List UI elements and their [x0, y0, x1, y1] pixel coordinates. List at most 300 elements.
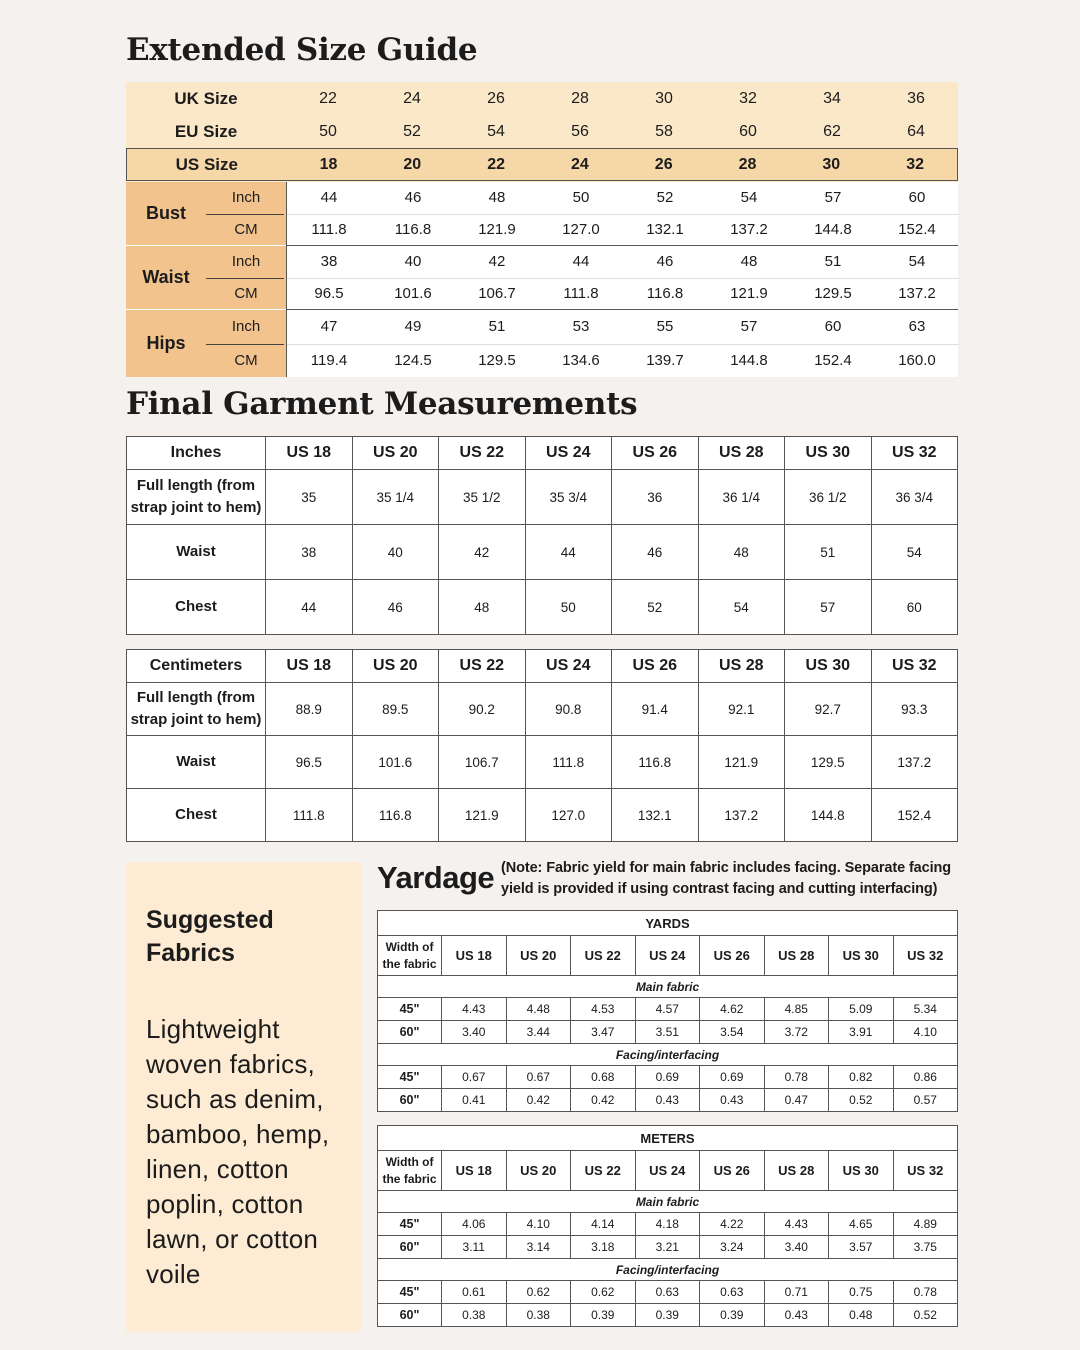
table-cell: 60 [871, 580, 958, 635]
full-length-label-line: strap joint to hem) [130, 711, 262, 728]
us-size-value: 26 [654, 155, 673, 173]
uk-size-label: UK Size [174, 88, 238, 108]
waist-cm-value: 111.8 [563, 285, 599, 303]
table-row [127, 470, 958, 525]
waist-cm-value: 101.6 [394, 285, 432, 303]
waist-group [126, 246, 958, 309]
table-cell: 93.3 [871, 683, 958, 736]
chest-row-label: Chest [127, 580, 266, 635]
waist-inch-value: 46 [656, 253, 674, 271]
table-cell: 121.9 [698, 736, 785, 789]
hips-inch-value: 57 [740, 318, 758, 336]
size-header: US 18 [442, 1151, 507, 1191]
size-guide-table [126, 82, 958, 377]
us-size-value: 24 [571, 155, 589, 173]
waist-inch-row [287, 246, 959, 278]
size-header: US 22 [439, 437, 526, 470]
size-header: US 28 [698, 650, 785, 683]
table-cell: 4.65 [829, 1213, 894, 1236]
table-cell: 4.57 [635, 998, 700, 1021]
hips-inch-value: 60 [824, 318, 842, 336]
us-size-label: US Size [175, 154, 238, 174]
table-cell: 36 1/2 [785, 470, 872, 525]
suggested-fabrics-title: Suggested Fabrics [146, 906, 274, 967]
table-cell: 3.14 [506, 1236, 571, 1259]
size-header: US 22 [571, 1151, 636, 1191]
width-of-fabric-label [378, 1151, 442, 1191]
table-cell: 3.91 [829, 1021, 894, 1044]
table-cell: 36 3/4 [871, 470, 958, 525]
bust-values [286, 182, 958, 245]
table-cell: 51 [785, 525, 872, 580]
bust-inch-row [287, 182, 959, 214]
table-cell: 0.38 [442, 1304, 507, 1327]
table-cell: 0.78 [893, 1281, 958, 1304]
waist-inch-value: 38 [320, 253, 338, 271]
bust-inch-value: 60 [908, 189, 926, 207]
unit-inch-label: Inch [231, 318, 261, 336]
table-cell: 4.85 [764, 998, 829, 1021]
table-cell: 0.68 [571, 1066, 636, 1089]
table-header-row [127, 650, 958, 683]
table-cell: 46 [612, 525, 699, 580]
us-size-value: 28 [738, 155, 757, 173]
width-label-line: the fabric [382, 956, 437, 971]
table-cell: 35 [266, 470, 353, 525]
bust-inch-value: 50 [572, 189, 590, 207]
size-header: US 32 [893, 936, 958, 976]
table-cell: 116.8 [612, 736, 699, 789]
table-cell: 4.43 [764, 1213, 829, 1236]
width-60-label: 60" [378, 1304, 442, 1327]
us-size-value: 20 [403, 155, 422, 173]
table-cell: 5.34 [893, 998, 958, 1021]
table-cell: 0.38 [506, 1304, 571, 1327]
table-cell: 0.67 [506, 1066, 571, 1089]
suggested-fabrics-box [126, 862, 361, 1332]
table-row [378, 998, 958, 1021]
table-cell: 116.8 [352, 789, 439, 842]
bust-inch-value: 48 [488, 189, 506, 207]
uk-size-value: 32 [739, 89, 757, 107]
width-45-label: 45" [378, 998, 442, 1021]
table-cell: 44 [266, 580, 353, 635]
width-45-label: 45" [378, 1281, 442, 1304]
width-45-label: 45" [378, 1066, 442, 1089]
size-header: US 24 [525, 650, 612, 683]
bust-inch-value: 57 [824, 189, 842, 207]
meters-header: METERS [378, 1126, 958, 1151]
table-header-row [378, 936, 958, 976]
table-cell: 3.11 [442, 1236, 507, 1259]
eu-size-value: 62 [823, 122, 841, 140]
uk-size-value: 28 [571, 89, 589, 107]
waist-inch-value: 44 [572, 253, 590, 271]
bust-cm-value: 127.0 [562, 221, 600, 239]
table-cell: 4.10 [506, 1213, 571, 1236]
facing-section-label: Facing/interfacing [378, 1044, 958, 1066]
eu-size-value: 60 [739, 122, 757, 140]
table-cell: 101.6 [352, 736, 439, 789]
main-fabric-section-label: Main fabric [378, 1191, 958, 1213]
table-cell: 0.62 [571, 1281, 636, 1304]
waist-cm-value: 137.2 [898, 285, 936, 303]
hips-side [126, 310, 286, 377]
bust-cm-value: 137.2 [730, 221, 768, 239]
table-row [127, 525, 958, 580]
table-cell: 4.62 [700, 998, 765, 1021]
size-header: US 32 [893, 1151, 958, 1191]
us-size-value: 22 [487, 155, 505, 173]
garment-centimeters-table [126, 649, 958, 842]
size-header: US 22 [571, 936, 636, 976]
size-header: US 20 [506, 936, 571, 976]
full-length-label-line: Full length (from [136, 477, 256, 494]
table-cell: 106.7 [439, 736, 526, 789]
table-row [378, 1304, 958, 1327]
table-cell: 144.8 [785, 789, 872, 842]
waist-inch-value: 42 [488, 253, 506, 271]
hips-inch-value: 53 [572, 318, 590, 336]
table-cell: 3.21 [635, 1236, 700, 1259]
table-row [378, 1066, 958, 1089]
eu-size-row [126, 115, 958, 148]
table-cell: 92.7 [785, 683, 872, 736]
waist-label: Waist [142, 267, 190, 287]
size-header: US 28 [764, 1151, 829, 1191]
table-cell: 0.48 [829, 1304, 894, 1327]
table-cell: 91.4 [612, 683, 699, 736]
hips-group [126, 310, 958, 377]
width-60-label: 60" [378, 1089, 442, 1112]
table-cell: 90.8 [525, 683, 612, 736]
hips-cm-value: 119.4 [310, 352, 348, 370]
table-cell: 92.1 [698, 683, 785, 736]
table-cell: 4.14 [571, 1213, 636, 1236]
bust-cm-row [287, 214, 959, 246]
table-cell: 0.63 [700, 1281, 765, 1304]
table-cell: 3.47 [571, 1021, 636, 1044]
garment-measurements-title: Final Garment Measurements [126, 386, 638, 422]
table-cell: 50 [525, 580, 612, 635]
uk-size-value: 30 [655, 89, 673, 107]
table-cell: 111.8 [525, 736, 612, 789]
table-row [127, 683, 958, 736]
waist-side [126, 246, 286, 309]
eu-size-value: 58 [655, 122, 673, 140]
chest-row-label: Chest [127, 789, 266, 842]
bust-group [126, 182, 958, 245]
table-header-row [378, 1151, 958, 1191]
hips-cm-value: 144.8 [730, 352, 768, 370]
bust-cm-value: 111.8 [311, 221, 347, 239]
table-cell: 3.54 [700, 1021, 765, 1044]
table-row [378, 1281, 958, 1304]
table-cell: 127.0 [525, 789, 612, 842]
table-row [378, 1021, 958, 1044]
bust-label: Bust [146, 203, 186, 223]
eu-size-label: EU Size [174, 121, 238, 141]
bust-cm-value: 152.4 [898, 221, 936, 239]
hips-inch-value: 55 [656, 318, 674, 336]
table-row [378, 1089, 958, 1112]
us-size-row [126, 148, 958, 181]
table-cell: 121.9 [439, 789, 526, 842]
unit-inch-label: Inch [231, 189, 261, 207]
table-cell: 57 [785, 580, 872, 635]
size-header: US 28 [698, 437, 785, 470]
table-cell: 40 [352, 525, 439, 580]
size-header: US 24 [525, 437, 612, 470]
waist-cm-value: 121.9 [730, 285, 768, 303]
unit-inch-label: Inch [231, 253, 261, 271]
hips-inch-value: 47 [320, 318, 338, 336]
table-cell: 4.06 [442, 1213, 507, 1236]
table-cell: 3.44 [506, 1021, 571, 1044]
size-header: US 18 [442, 936, 507, 976]
eu-size-value: 64 [907, 122, 925, 140]
table-cell: 0.69 [700, 1066, 765, 1089]
table-cell: 132.1 [612, 789, 699, 842]
table-cell: 35 3/4 [525, 470, 612, 525]
table-cell: 5.09 [829, 998, 894, 1021]
size-header: US 32 [871, 650, 958, 683]
table-cell: 36 [612, 470, 699, 525]
table-cell: 35 1/4 [352, 470, 439, 525]
table-cell: 0.71 [764, 1281, 829, 1304]
table-cell: 0.78 [764, 1066, 829, 1089]
table-cell: 54 [871, 525, 958, 580]
bust-cm-value: 132.1 [646, 221, 684, 239]
bust-cm-value: 116.8 [394, 221, 432, 239]
width-60-label: 60" [378, 1021, 442, 1044]
table-cell: 0.67 [442, 1066, 507, 1089]
hips-inch-value: 63 [908, 318, 926, 336]
table-cell: 152.4 [871, 789, 958, 842]
uk-size-value: 26 [487, 89, 505, 107]
size-header: US 20 [352, 437, 439, 470]
table-row [378, 1213, 958, 1236]
yardage-title: Yardage [377, 860, 495, 895]
table-cell: 89.5 [352, 683, 439, 736]
width-label-line: Width of [385, 1154, 434, 1169]
table-row [127, 736, 958, 789]
hips-inch-row [287, 310, 959, 344]
waist-cm-row [287, 278, 959, 310]
table-cell: 0.43 [764, 1304, 829, 1327]
table-cell: 0.43 [635, 1089, 700, 1112]
size-header: US 30 [785, 650, 872, 683]
size-header: US 30 [829, 1151, 894, 1191]
table-cell: 3.72 [764, 1021, 829, 1044]
uk-size-value: 22 [319, 89, 337, 107]
table-cell: 52 [612, 580, 699, 635]
table-cell: 0.86 [893, 1066, 958, 1089]
hips-cm-value: 152.4 [814, 352, 852, 370]
uk-size-value: 24 [403, 89, 421, 107]
table-cell: 42 [439, 525, 526, 580]
waist-inch-value: 54 [908, 253, 926, 271]
full-length-label [127, 683, 266, 736]
table-cell: 0.75 [829, 1281, 894, 1304]
full-length-label-line: strap joint to hem) [130, 499, 262, 516]
table-cell: 96.5 [266, 736, 353, 789]
eu-size-value: 50 [319, 122, 337, 140]
waist-inch-value: 48 [740, 253, 758, 271]
table-cell: 0.39 [700, 1304, 765, 1327]
main-fabric-section-label: Main fabric [378, 976, 958, 998]
waist-row-label: Waist [127, 525, 266, 580]
table-cell: 0.52 [893, 1304, 958, 1327]
table-cell: 0.42 [571, 1089, 636, 1112]
table-cell: 3.24 [700, 1236, 765, 1259]
hips-cm-value: 160.0 [898, 352, 936, 370]
eu-size-value: 56 [571, 122, 589, 140]
unit-cm-label: CM [234, 351, 258, 369]
table-cell: 48 [439, 580, 526, 635]
size-header: US 22 [439, 650, 526, 683]
size-header: US 24 [635, 936, 700, 976]
uk-size-value: 36 [907, 89, 925, 107]
centimeters-header: Centimeters [127, 650, 266, 683]
table-cell: 3.57 [829, 1236, 894, 1259]
width-label-line: the fabric [382, 1171, 437, 1186]
facing-section-label: Facing/interfacing [378, 1259, 958, 1281]
eu-size-value: 52 [403, 122, 421, 140]
unit-cm-label: CM [234, 220, 258, 238]
bust-inch-value: 54 [740, 189, 758, 207]
waist-cm-value: 116.8 [646, 285, 684, 303]
hips-inch-value: 49 [404, 318, 422, 336]
size-header: US 30 [785, 437, 872, 470]
size-header: US 24 [635, 1151, 700, 1191]
table-cell: 0.82 [829, 1066, 894, 1089]
table-cell: 3.75 [893, 1236, 958, 1259]
bust-inch-value: 46 [404, 189, 422, 207]
table-cell: 137.2 [698, 789, 785, 842]
table-cell: 54 [698, 580, 785, 635]
width-of-fabric-label [378, 936, 442, 976]
unit-cm-label: CM [234, 284, 258, 302]
table-cell: 0.57 [893, 1089, 958, 1112]
table-cell: 0.39 [571, 1304, 636, 1327]
bust-side [126, 182, 286, 245]
garment-inches-table [126, 436, 958, 635]
size-header: US 20 [506, 1151, 571, 1191]
full-length-label [127, 470, 266, 525]
table-cell: 0.41 [442, 1089, 507, 1112]
waist-inch-value: 51 [824, 253, 842, 271]
table-cell: 4.89 [893, 1213, 958, 1236]
bust-cm-value: 144.8 [814, 221, 852, 239]
hips-cm-value: 129.5 [478, 352, 516, 370]
size-header: US 28 [764, 936, 829, 976]
us-size-value: 32 [906, 155, 924, 173]
size-header: US 26 [700, 1151, 765, 1191]
table-cell: 4.53 [571, 998, 636, 1021]
size-header: US 20 [352, 650, 439, 683]
bust-cm-value: 121.9 [478, 221, 516, 239]
table-cell: 111.8 [266, 789, 353, 842]
yardage-meters-table [377, 1125, 958, 1327]
table-row [127, 580, 958, 635]
hips-cm-value: 124.5 [394, 352, 432, 370]
table-cell: 48 [698, 525, 785, 580]
width-60-label: 60" [378, 1236, 442, 1259]
table-row [127, 789, 958, 842]
table-header-row [127, 437, 958, 470]
table-cell: 137.2 [871, 736, 958, 789]
table-cell: 3.51 [635, 1021, 700, 1044]
table-cell: 90.2 [439, 683, 526, 736]
hips-cm-value: 139.7 [646, 352, 684, 370]
size-header: US 26 [612, 437, 699, 470]
hips-cm-row [287, 344, 959, 378]
yardage-yards-table [377, 910, 958, 1112]
table-cell: 0.47 [764, 1089, 829, 1112]
us-size-value: 18 [319, 155, 338, 173]
eu-size-value: 54 [487, 122, 505, 140]
table-cell: 44 [525, 525, 612, 580]
width-45-label: 45" [378, 1213, 442, 1236]
hips-label: Hips [146, 333, 186, 353]
table-cell: 0.62 [506, 1281, 571, 1304]
table-cell: 0.63 [635, 1281, 700, 1304]
waist-cm-value: 96.5 [314, 285, 344, 303]
table-cell: 0.52 [829, 1089, 894, 1112]
size-header: US 18 [266, 437, 353, 470]
size-header: US 18 [266, 650, 353, 683]
table-cell: 0.39 [635, 1304, 700, 1327]
full-length-label-line: Full length (from [136, 689, 256, 706]
suggested-fabrics-text: Lightweight woven fabrics, such as denim, bamboo, hemp, linen, cotton poplin, cotton lawn, or cotton voile [146, 1014, 330, 1289]
table-cell: 4.18 [635, 1213, 700, 1236]
table-cell: 3.18 [571, 1236, 636, 1259]
hips-inch-value: 51 [488, 318, 506, 336]
table-cell: 129.5 [785, 736, 872, 789]
size-guide-title: Extended Size Guide [126, 32, 478, 68]
waist-inch-value: 40 [404, 253, 422, 271]
table-cell: 36 1/4 [698, 470, 785, 525]
table-cell: 4.43 [442, 998, 507, 1021]
table-cell: 3.40 [764, 1236, 829, 1259]
waist-row-label: Waist [127, 736, 266, 789]
table-cell: 0.69 [635, 1066, 700, 1089]
width-label-line: Width of [385, 939, 434, 954]
table-cell: 38 [266, 525, 353, 580]
waist-cm-value: 106.7 [478, 285, 516, 303]
table-cell: 3.40 [442, 1021, 507, 1044]
waist-cm-value: 129.5 [814, 285, 852, 303]
table-cell: 35 1/2 [439, 470, 526, 525]
table-row [378, 1236, 958, 1259]
table-cell: 0.61 [442, 1281, 507, 1304]
size-header: US 32 [871, 437, 958, 470]
hips-values [286, 310, 958, 377]
table-cell: 4.48 [506, 998, 571, 1021]
yards-header: YARDS [378, 911, 958, 936]
hips-cm-value: 134.6 [562, 352, 600, 370]
inches-header: Inches [127, 437, 266, 470]
table-cell: 4.10 [893, 1021, 958, 1044]
size-header: US 30 [829, 936, 894, 976]
size-header: US 26 [612, 650, 699, 683]
uk-size-row [126, 82, 958, 115]
yardage-note: (Note: Fabric yield for main fabric includes facing. Separate facing yield is provided if using contrast facing and cutting interfacing) [501, 860, 952, 897]
us-size-value: 30 [822, 155, 841, 173]
size-header: US 26 [700, 936, 765, 976]
table-cell: 0.43 [700, 1089, 765, 1112]
